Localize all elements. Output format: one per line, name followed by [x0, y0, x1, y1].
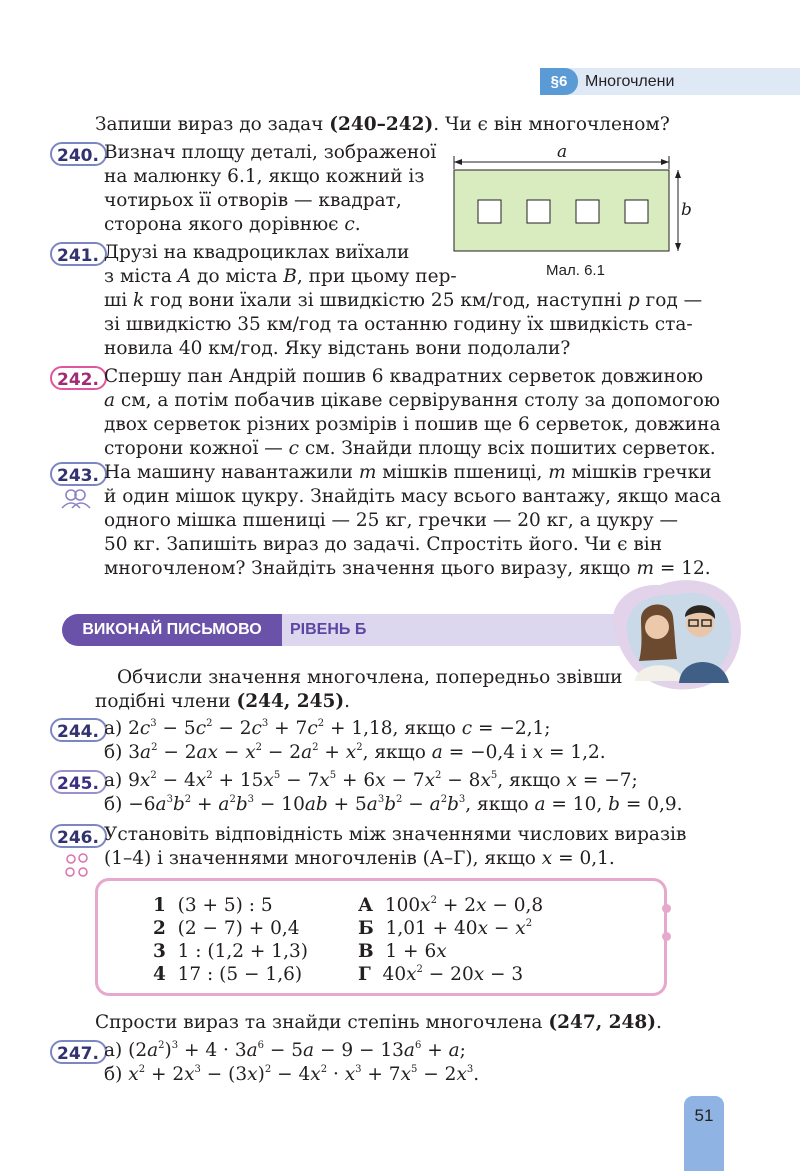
arrow-up-icon — [675, 170, 681, 178]
problem-241-line: зі швидкістю 35 км/год та останню годину їх швидкість ста- — [104, 314, 693, 335]
problem-number-243: 243. — [50, 462, 107, 486]
problem-number-242: 242. — [50, 366, 107, 390]
problem-number-241: 241. — [50, 242, 107, 266]
problem-243-line: На машину навантажили m мішків пшениці, m мішків гречки — [104, 462, 712, 483]
problem-240-line: чотирьох її отворів — квадрат, — [104, 190, 402, 211]
problem-number-245: 245. — [50, 770, 107, 794]
problem-243-line: 50 кг. Запишіть вираз до задачі. Спростіть його. Чи є він — [104, 534, 663, 555]
figure-caption: Мал. 6.1 — [546, 262, 605, 279]
square-hole — [478, 200, 501, 223]
problem-number-247: 247. — [50, 1040, 107, 1064]
write-task-banner: ВИКОНАЙ ПИСЬМОВО — [62, 614, 282, 646]
match-left-1: 1 (3 + 5) : 5 — [153, 895, 273, 916]
problem-241-line: ші k год вони їхали зі швидкістю 25 км/год, наступні p год — — [104, 290, 703, 311]
problem-240-line: Визнач площу деталі, зображеної — [104, 142, 437, 163]
intro-247-248: Спрости вираз та знайди степінь многочлена (247, 248). — [95, 1012, 662, 1033]
problem-244-a: а) $2c^3 - 5c^2 - 2c^3 + 7c^2 + 1,18$, якщо c = −2,1; — [104, 718, 551, 739]
match-left-3: 3 1 : (1,2 + 1,3) — [153, 941, 308, 962]
problem-242-line: a см, а потім побачив цікаве сервірування столу за допомогою — [104, 390, 720, 411]
problem-246-line: Установіть відповідність між значеннями числових виразів — [104, 824, 687, 845]
square-hole — [527, 200, 550, 223]
intro-244-245: Обчисли значення многочлена, попередньо звівши — [117, 667, 623, 688]
section-badge: §6 — [540, 68, 578, 95]
section-title: Многочлени — [585, 73, 675, 90]
problem-240-line: на малюнку 6.1, якщо кожний із — [104, 166, 425, 187]
problem-244-b: б) $3a^2 - 2ax - x^2 - 2a^2 + x^2$, якщо a = −0,4 і x = 1,2. — [104, 742, 606, 763]
problem-247-a: а) $(2a^2)^3 + 4 \cdot 3a^6 - 5a - 9 - 13a^6 + a$; — [104, 1040, 466, 1061]
match-right-v: В 1 + 6x — [358, 941, 447, 962]
match-right-g: Г $40x^2 - 20x - 3$ — [358, 964, 524, 985]
intro-244-245: подібні члени (244, 245). — [95, 691, 351, 712]
intro-240-242: Запиши вираз до задач (240–242). Чи є він многочленом? — [95, 114, 670, 135]
problem-243-line: многочленом? Знайдіть значення цього виразу, якщо m = 12. — [104, 558, 711, 579]
figure-6-1 — [440, 138, 710, 283]
group-work-icon — [62, 850, 92, 880]
problem-number-240: 240. — [50, 142, 107, 166]
problem-240-line: сторона якого дорівнює c. — [104, 214, 361, 235]
students-photo — [605, 575, 745, 695]
problem-number-244: 244. — [50, 718, 107, 742]
level-label: РІВЕНЬ Б — [290, 621, 367, 638]
problem-241-line: з міста A до міста B, при цьому пер- — [104, 266, 457, 287]
problem-243-line: й один мішок цукру. Знайдіть масу всього вантажу, якщо маса — [104, 486, 722, 507]
label-a: a — [557, 142, 568, 162]
problem-246-line: (1–4) і значеннями многочленів (А–Г), якщо x = 0,1. — [104, 848, 615, 869]
label-b: b — [681, 200, 692, 220]
problem-245-b: $б) -6a^3b^2 + a^2b^3 - 10ab + 5a^3b^2 - a^2b^3$, якщо a = 10, b = 0,9. — [104, 794, 683, 815]
problem-245-a: а) $9x^2 - 4x^2 + 15x^5 - 7x^5 + 6x - 7x^2 - 8x^5$, якщо x = −7; — [104, 770, 638, 791]
match-left-4: 4 17 : (5 − 1,6) — [153, 964, 303, 985]
problem-243-line: одного мішка пшениці — 25 кг, гречки — 20 кг, а цукру — — [104, 510, 679, 531]
match-left-2: 2 (2 − 7) + 0,4 — [153, 918, 300, 939]
match-right-a: А $100x^2 + 2x - 0,8$ — [358, 895, 544, 916]
problem-number-246: 246. — [50, 824, 107, 848]
square-hole — [576, 200, 599, 223]
arrow-left-icon — [454, 159, 462, 165]
problem-247-b: б) $x^2 + 2x^3 - (3x)^2 - 4x^2 \cdot x^3 + 7x^5 - 2x^3$. — [104, 1064, 480, 1085]
frame-dot — [662, 904, 671, 913]
square-hole — [625, 200, 648, 223]
match-right-b: Б $1,01 + 40x - x^2$ — [358, 918, 533, 939]
problem-242-line: Спершу пан Андрій пошив 6 квадратних серветок довжиною — [104, 366, 704, 387]
pair-work-icon — [60, 488, 92, 510]
frame-dot — [662, 932, 671, 941]
arrow-right-icon — [661, 159, 669, 165]
problem-241-line: новила 40 км/год. Яку відстань вони подолали? — [104, 338, 571, 359]
page-number: 51 — [684, 1096, 724, 1171]
problem-241-line: Друзі на квадроциклах виїхали — [104, 242, 410, 263]
arrow-down-icon — [675, 243, 681, 251]
problem-242-line: сторони кожної — c см. Знайди площу всіх пошитих серветок. — [104, 438, 716, 459]
problem-242-line: двох серветок різних розмірів і пошив ще 6 серветок, довжина — [104, 414, 721, 435]
